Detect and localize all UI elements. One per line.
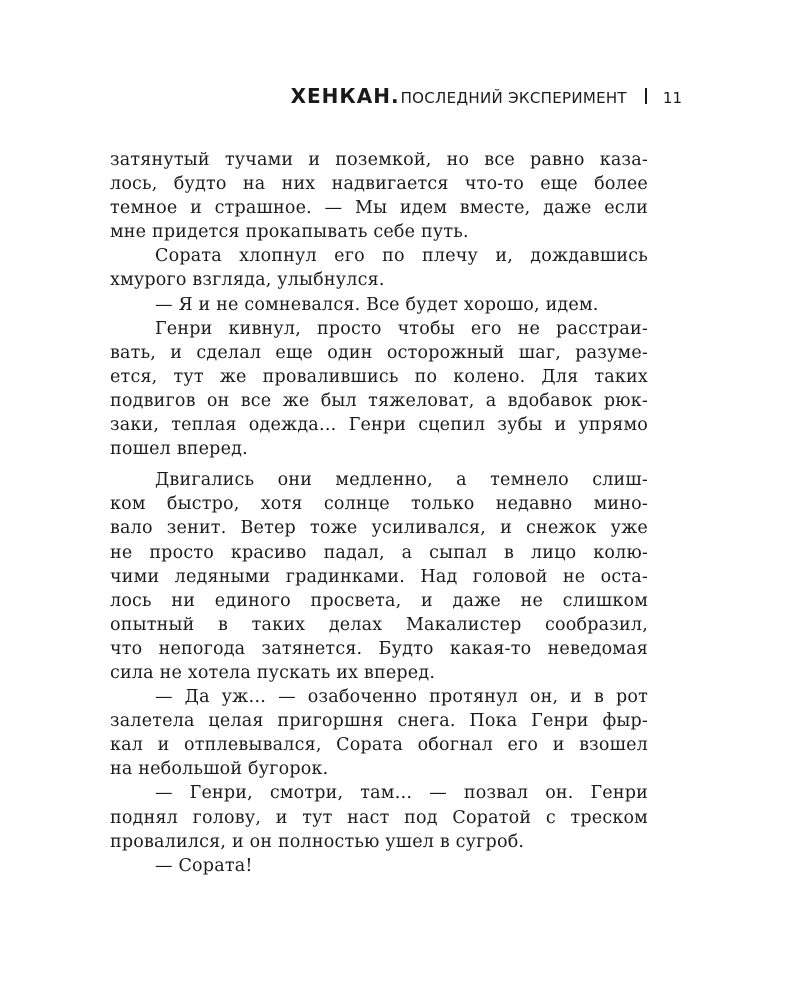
text-line: затянутый тучами и поземкой, но все равно каза- bbox=[110, 150, 648, 170]
text-line: что непогода затянется. Будто какая-то неведомая bbox=[110, 638, 648, 659]
text-line: пошел вперед. bbox=[110, 439, 248, 460]
text-line: Двигались они медленно, а темнело слиш- bbox=[155, 470, 648, 491]
text-line: опытный в таких делах Макалистер сообразил, bbox=[110, 614, 648, 635]
text-line: мне придется прокапывать себе путь. bbox=[110, 222, 469, 243]
text-line: — Сората! bbox=[155, 855, 253, 876]
text-line: — Я и не сомневался. Все будет хорошо, идем. bbox=[155, 294, 599, 315]
text-line: лось ни единого просвета, и даже не слишком bbox=[110, 590, 648, 611]
text-line: поднял голову, и тут наст под Соратой с треском bbox=[110, 807, 648, 828]
running-header bbox=[291, 84, 682, 108]
text-line: хмурого взгляда, улыбнулся. bbox=[110, 270, 385, 291]
text-line: Сората хлопнул его по плечу и, дождавшись bbox=[155, 246, 648, 267]
text-line: темное и страшное. — Мы идем вместе, даже если bbox=[110, 198, 648, 219]
text-line: чими ледяными градинками. Над головой не оста- bbox=[110, 566, 648, 587]
header-dot: . bbox=[390, 84, 399, 108]
text-line: подвигов он все же был тяжеловат, а вдобавок рюк- bbox=[110, 390, 648, 411]
header-separator bbox=[645, 88, 647, 104]
text-line: залетела целая пригоршня снега. Пока Генри фыр- bbox=[110, 711, 648, 732]
header-title: ПОСЛЕДНИЙ ЭКСПЕРИМЕНТ bbox=[400, 89, 627, 107]
text-line: ком быстро, хотя солнце только недавно мино- bbox=[110, 494, 648, 515]
text-line: кал и отплевывался, Сората обогнал его и взошел bbox=[110, 735, 648, 756]
text-line: лось, будто на них надвигается что-то еще более bbox=[110, 174, 648, 195]
text-line: вало зенит. Ветер тоже усиливался, и снежок уже bbox=[110, 518, 648, 539]
text-line: ется, тут же провалившись по колено. Для таких bbox=[110, 366, 648, 387]
text-line: — Да уж… — озабоченно протянул он, и в рот bbox=[155, 687, 648, 708]
text-line: сила не хотела пускать их вперед. bbox=[110, 662, 436, 683]
page-number: 11 bbox=[662, 89, 682, 107]
text-line: провалился, и он полностью ушел в сугроб. bbox=[110, 831, 525, 852]
text-line: на небольшой бугорок. bbox=[110, 759, 329, 780]
text-line: заки, теплая одежда… Генри сцепил зубы и упрямо bbox=[110, 415, 648, 436]
text-line: вать, и сделал еще один осторожный шаг, разуме- bbox=[110, 342, 648, 363]
text-line: — Генри, смотри, там… — позвал он. Генри bbox=[155, 783, 648, 804]
text-line: не просто красиво падал, а сыпал в лицо колю- bbox=[110, 542, 648, 563]
header-brand: ХЕНКАН bbox=[290, 84, 391, 108]
body-text bbox=[110, 148, 648, 878]
text-line: Генри кивнул, просто чтобы его не расстраи- bbox=[155, 318, 648, 339]
